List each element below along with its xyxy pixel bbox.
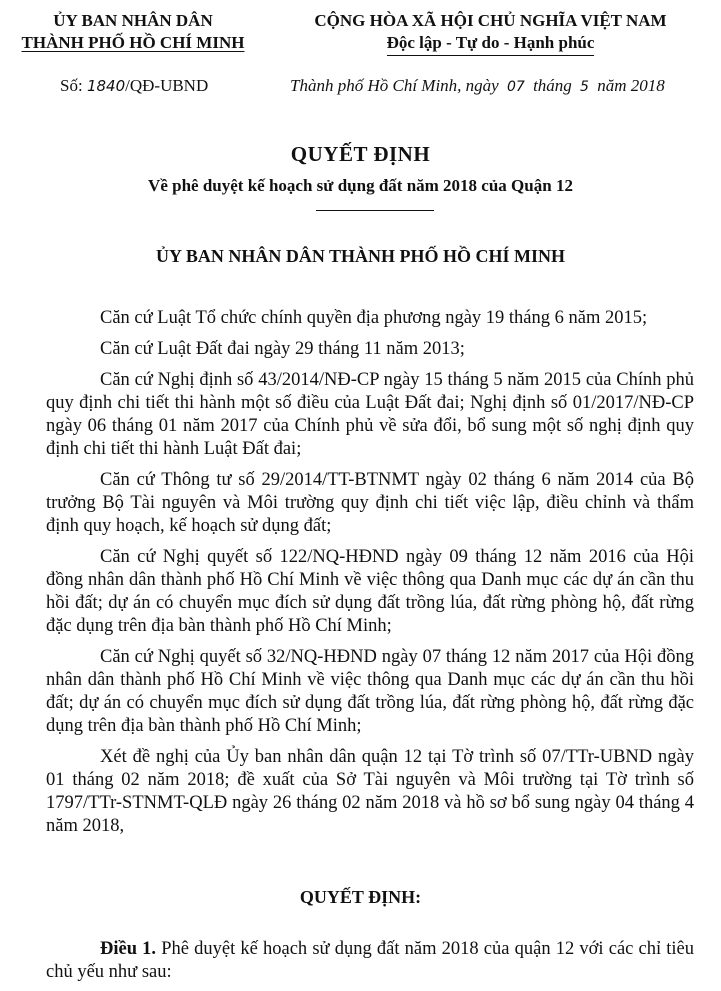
place-and-date xyxy=(290,76,665,96)
date-year: năm 2018 xyxy=(597,76,665,95)
document-number-suffix: /QĐ-UBND xyxy=(125,76,209,95)
national-motto: Độc lập - Tự do - Hạnh phúc xyxy=(387,32,595,56)
title-divider xyxy=(316,210,434,211)
document-title: QUYẾT ĐỊNH xyxy=(290,142,431,166)
decision-heading: QUYẾT ĐỊNH: xyxy=(299,887,422,907)
article-1-label: Điều 1. xyxy=(100,939,157,959)
document-number-value: 1840 xyxy=(86,77,126,95)
basis-paragraph: Căn cứ Thông tư số 29/2014/TT-BTNMT ngày 02 tháng 6 năm 2014 của Bộ trưởng Bộ Tài nguyên và Môi trường quy định chi tiết việc lập, điều chỉnh và thẩm định quy hoạch, kế hoạch sử dụng đất; xyxy=(46,470,694,536)
article-1-text: Phê duyệt kế hoạch sử dụng đất năm 2018 của quận 12 với các chỉ tiêu chủ yếu như sau: xyxy=(46,939,695,982)
basis-paragraph: Căn cứ Luật Đất đai ngày 29 tháng 11 năm 2013; xyxy=(100,339,465,359)
document-number xyxy=(60,76,208,96)
basis-paragraph: Xét đề nghị của Ủy ban nhân dân quận 12 tại Tờ trình số 07/TTr-UBND ngày 01 tháng 02 năm 2018; đề xuất của Sở Tài nguyên và Môi trường tại Tờ trình số 1797/TTr-STNMT-QLĐ ngày 26 tháng 02 năm 2018 và hồ sơ bổ sung ngày 04 tháng 4 năm 2018, xyxy=(46,747,694,836)
document-number-prefix: Số: xyxy=(60,76,83,95)
article-1 xyxy=(46,938,694,984)
legal-basis xyxy=(46,307,694,846)
basis-paragraph: Căn cứ Nghị định số 43/2014/NĐ-CP ngày 15 tháng 5 năm 2015 của Chính phủ quy định chi tiết thi hành một số điều của Luật Đất đai; Nghị định số 01/2017/NĐ-CP ngày 06 tháng 01 năm 2017 của Chính phủ về sửa đổi, bổ sung một số nghị định quy định chi tiết thi hành Luật Đất đai; xyxy=(46,370,694,459)
basis-paragraph: Căn cứ Luật Tổ chức chính quyền địa phương ngày 19 tháng 6 năm 2015; xyxy=(100,308,648,328)
place-text: Thành phố Hồ Chí Minh, ngày xyxy=(290,76,499,95)
issuer-line-1: ỦY BAN NHÂN DÂN xyxy=(53,11,213,30)
basis-paragraph: Căn cứ Nghị quyết số 32/NQ-HĐND ngày 07 tháng 12 năm 2017 của Hội đồng nhân dân thành phố Hồ Chí Minh về việc thông qua Danh mục các dự án cần thu hồi đất; dự án có chuyển mục đích sử dụng đất trồng lúa, đất rừng phòng hộ, đất rừng đặc dụng trên địa bàn thành phố Hồ Chí Minh; xyxy=(46,647,694,736)
basis-paragraph: Căn cứ Nghị quyết số 122/NQ-HĐND ngày 09 tháng 12 năm 2016 của Hội đồng nhân dân thành phố Hồ Chí Minh về việc thông qua Danh mục các dự án cần thu hồi đất; dự án có chuyển mục đích sử dụng đất trồng lúa, đất rừng phòng hộ, đất rừng đặc dụng trên địa bàn thành phố Hồ Chí Minh; xyxy=(46,547,694,636)
national-motto-block xyxy=(268,10,713,56)
document-subtitle: Về phê duyệt kế hoạch sử dụng đất năm 2018 của Quận 12 xyxy=(148,176,573,195)
issuer-line-2: THÀNH PHỐ HỒ CHÍ MINH xyxy=(21,33,245,52)
date-month-label: tháng xyxy=(533,76,572,95)
country-name: CỘNG HÒA XÃ HỘI CHỦ NGHĨA VIỆT NAM xyxy=(314,11,667,30)
issuer-block xyxy=(8,10,258,54)
date-month: 5 xyxy=(580,79,589,95)
date-day: 07 xyxy=(506,79,525,95)
issuing-authority: ỦY BAN NHÂN DÂN THÀNH PHỐ HỒ CHÍ MINH xyxy=(155,246,565,266)
